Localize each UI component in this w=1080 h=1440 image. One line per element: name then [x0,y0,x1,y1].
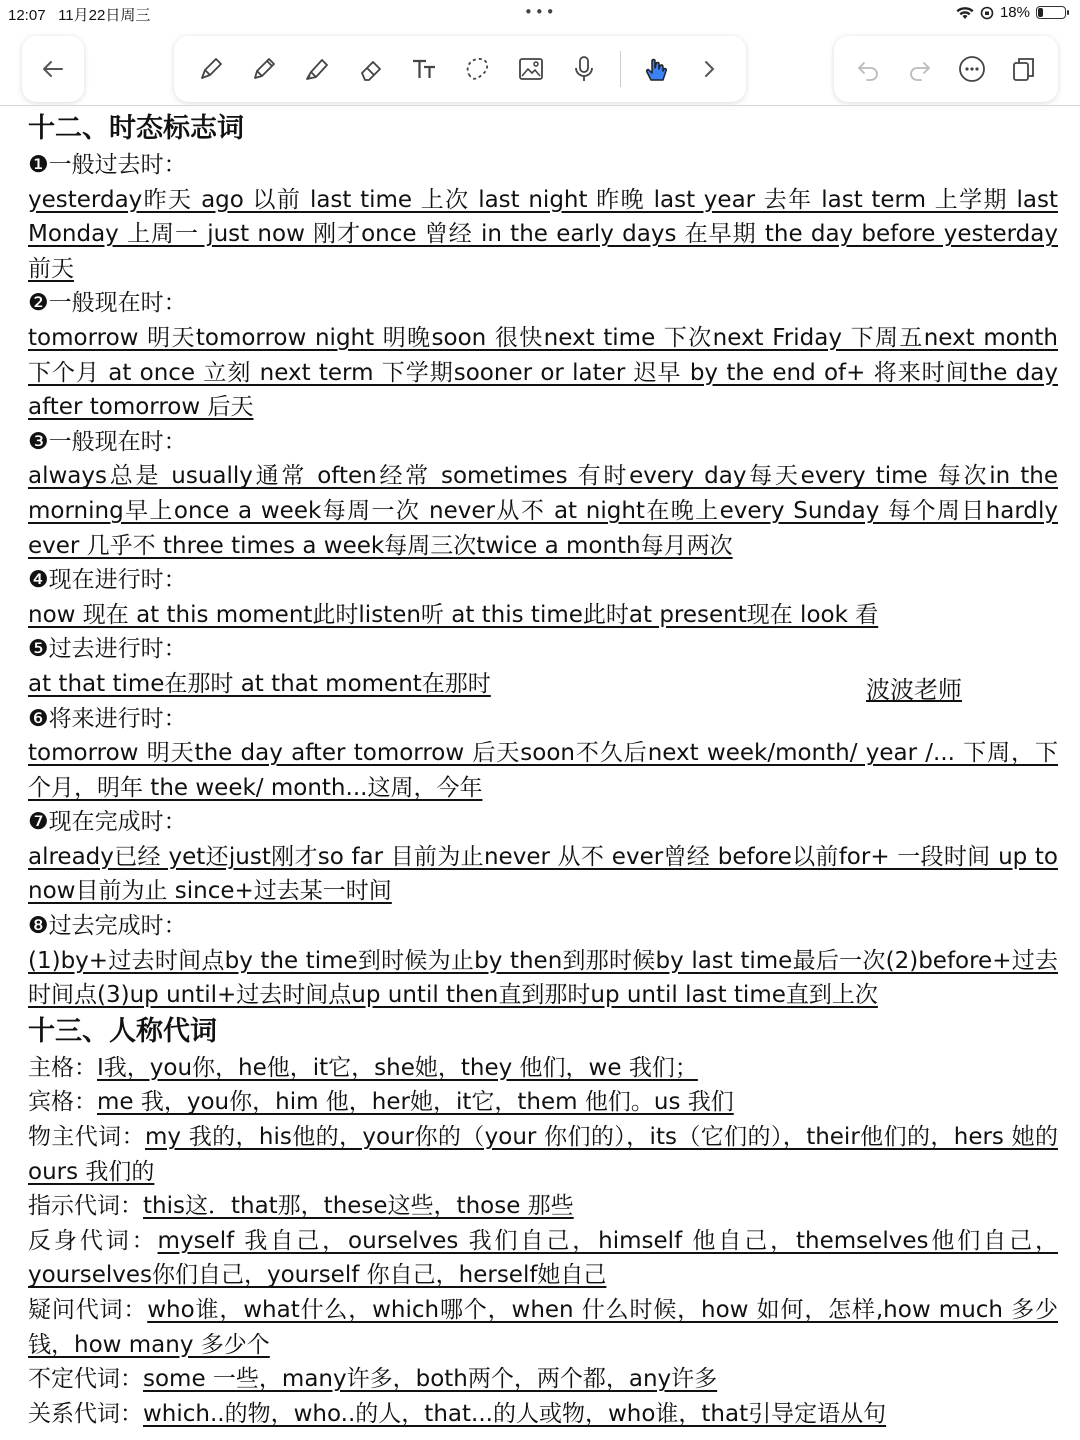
back-icon[interactable] [35,51,71,87]
pronoun-values: this这．that那，these这些，those 那些 [143,1193,574,1220]
subheading-future-continuous: ❻将来进行时： [28,705,187,732]
section-title-pronouns: 十三、人称代词 [28,1015,217,1047]
pronoun-values: some 一些，many许多，both两个，两个都，any许多 [143,1366,718,1393]
pronoun-values: myself 我自己，ourselves 我们自己，himself 他自己，themselves他们自己，yourselves你们自己，yourself 你自己，herself她自己 [28,1227,1058,1289]
pronoun-demonstrative [28,1189,1058,1224]
paragraph-simple-present: always总是 usually通常 often经常 sometimes 有时every day每天every time 每次in the morning早上once a week每周一次 never从不 at night在晚上every Sunday 每个周日hardly ever 几乎不 three times a week每周三次twice a month每月两次 [28,463,1058,559]
status-indicators [956,4,1066,21]
pronoun-object [28,1085,1058,1120]
paragraph-past-continuous: at that time在那时 at that moment在那时 [28,670,491,697]
pronoun-relative [28,1397,1058,1432]
toolbar-divider [620,51,621,87]
battery-percent: 18% [999,4,1030,21]
pronoun-label: 指示代词： [28,1193,143,1220]
pronoun-reflexive [28,1224,1058,1293]
paragraph-simple-future: tomorrow 明天tomorrow night 明晚soon 很快next time 下次next Friday 下周五next month 下个月 at once 立刻 next term 下学期sooner or later 迟早 by the end of+ 将来时间the day after tomorrow 后天 [28,324,1058,421]
header-separator [0,105,1080,106]
pronoun-label: 宾格： [28,1089,97,1116]
wifi-icon [956,6,974,20]
pronoun-subject [28,1051,1058,1086]
highlighter-icon[interactable] [299,51,335,87]
undo-icon[interactable] [850,51,886,87]
status-time-date [8,4,150,25]
toolbar-right-group [834,36,1058,102]
pronoun-indefinite [28,1362,1058,1397]
microphone-icon[interactable] [566,51,602,87]
orientation-lock-icon [980,6,994,20]
pronoun-label: 疑问代词： [28,1297,148,1323]
toolbar-left-group [22,36,84,102]
subheading-simple-past: ❶一般过去时： [28,152,187,178]
lasso-icon[interactable] [459,51,495,87]
subheading-present-continuous: ❹现在进行时： [28,567,187,594]
toolbar-tools-group [174,36,746,102]
paragraph-present-perfect: already已经 yet还just刚才so far 目前为止never 从不 ever曾经 before以前for+ 一段时间 up to now目前为止 since+过去某一时间 [28,843,1058,905]
eraser-icon[interactable] [353,51,389,87]
toolbar [0,36,1080,104]
pronoun-values: my 我的，his他的，your你的（your 你们的），its（它们的），their他们的，hers 她的 ours 我们的 [28,1124,1059,1185]
redo-icon[interactable] [902,51,938,87]
subheading-simple-future: ❷一般现在时： [28,290,187,317]
paragraph-present-continuous: now 现在 at this moment此时listen听 at this time此时at present现在 look 看 [28,601,879,628]
text-tool-icon[interactable] [406,51,442,87]
section-title-tense-markers: 十二、时态标志词 [28,113,244,144]
multitask-dots-icon[interactable]: ••• [524,3,557,21]
subheading-present-perfect: ❼现在完成时： [28,809,187,836]
chevron-right-icon[interactable] [691,51,727,87]
hand-touch-icon[interactable] [638,51,674,87]
clock: 12:07 [8,7,46,24]
pronoun-label: 关系代词： [28,1400,143,1427]
author-signature: 波波老师 [866,676,962,704]
pencil-icon[interactable] [246,51,282,87]
date: 11月22日周三 [58,7,151,24]
note-content[interactable] [28,110,1058,1431]
image-icon[interactable] [513,51,549,87]
subheading-past-perfect: ❽过去完成时： [28,913,187,940]
pronoun-interrogative [28,1293,1058,1362]
pronoun-values: which..的物，who..的人，that...的人或物，who谁，that引导定语从句 [143,1400,887,1427]
subheading-past-continuous: ❺过去进行时： [28,636,187,663]
pronoun-label: 主格： [28,1054,97,1081]
paragraph-future-continuous: tomorrow 明天the day after tomorrow 后天soon不久后next week/month/ year /... 下周，下个月，明年 the week/ month...这周，今年 [28,740,1058,801]
paragraph-past-perfect: (1)by+过去时间点by the time到时候为止by then到那时候by last time最后一次(2)before+过去时间点(3)up until+过去时间点up until then直到那时up until last time直到上次 [28,947,1058,1009]
pen-icon[interactable] [193,51,229,87]
pronoun-label: 不定代词： [28,1366,143,1393]
pronoun-values: I我，you你，he他，it它，she她，they 他们，we 我们； [97,1054,698,1081]
pronoun-values: who谁，what什么，which哪个，when 什么时候，how 如何，怎样,how much 多少钱，how many 多少个 [28,1297,1058,1358]
paragraph-simple-past: yesterday昨天 ago 以前 last time 上次 last night 昨晚 last year 去年 last term 上学期 last Monday 上周一 just now 刚才once 曾经 in the early days 在早期 the day before yesterday 前天 [28,186,1058,282]
pronoun-label: 反身代词： [28,1227,158,1254]
battery-fill [1038,8,1043,17]
pronoun-possessive [28,1120,1058,1189]
subheading-simple-present: ❸一般现在时： [28,428,187,455]
status-bar [0,0,1080,28]
more-icon[interactable] [954,51,990,87]
battery-icon [1036,6,1066,19]
pronoun-values: me 我，you你，him 他，her她，it它，them 他们。us 我们 [97,1089,734,1116]
pages-icon[interactable] [1006,51,1042,87]
pronoun-label: 物主代词： [28,1124,145,1151]
